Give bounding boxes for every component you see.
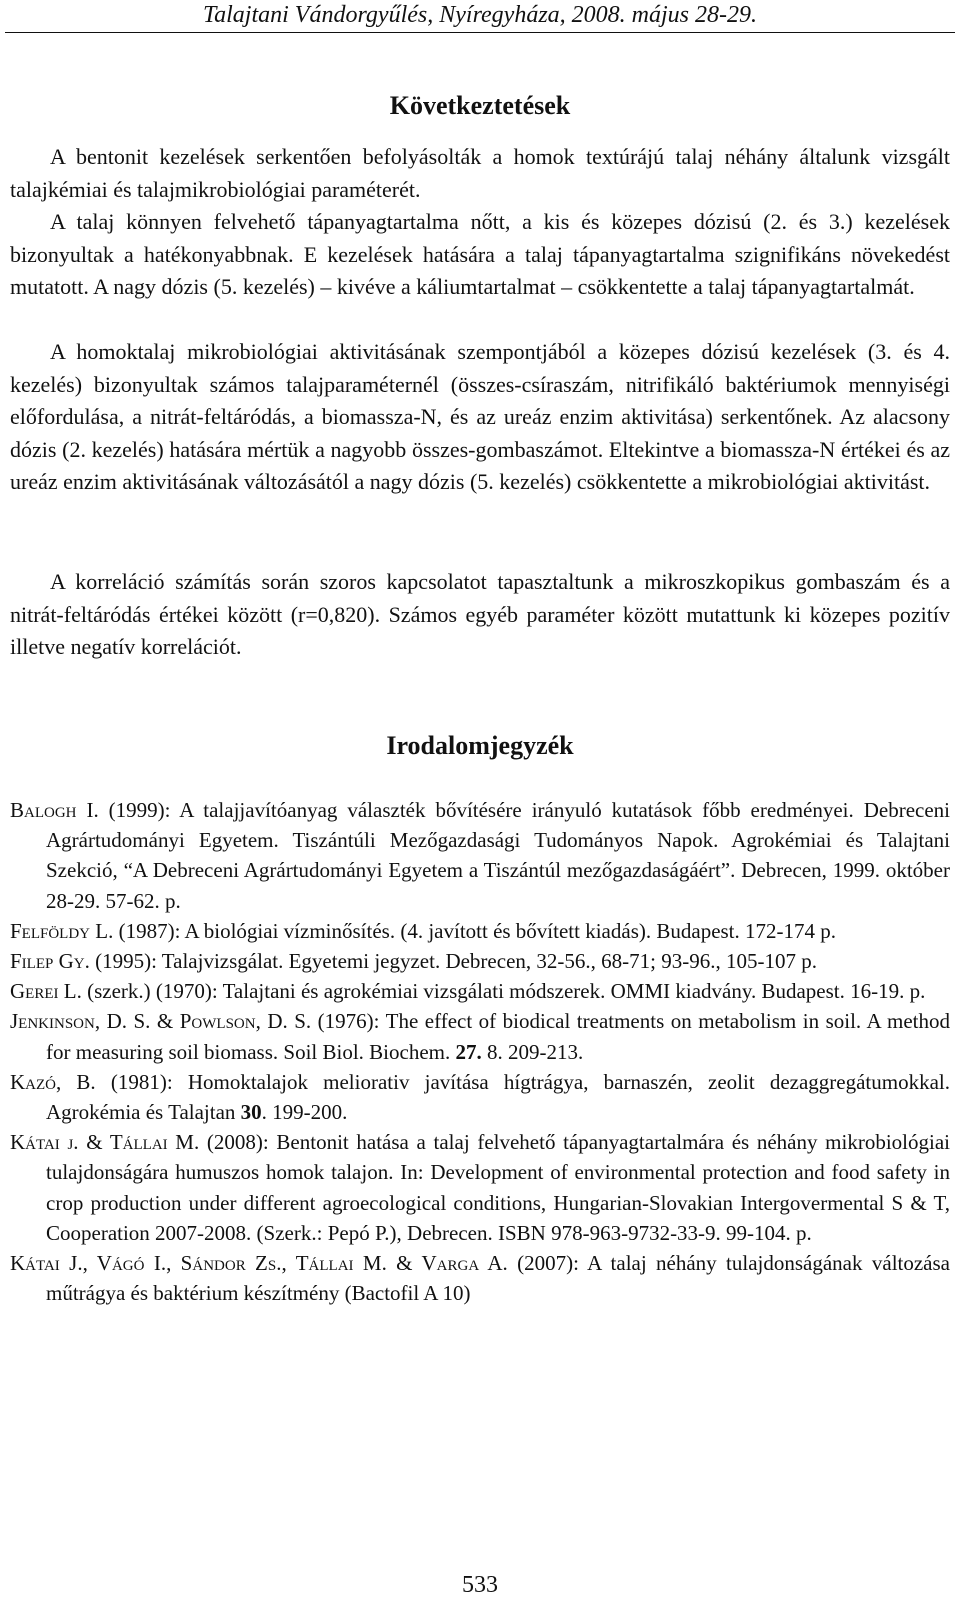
page-number: 533 bbox=[462, 1572, 498, 1598]
reference-text: (1981): Homoktalajok meliorativ javítása hígtrágya, barnaszén, zeolit dezaggregátumokkal. Agrokémia és Talajtan bbox=[46, 1069, 950, 1125]
reference-item bbox=[10, 976, 950, 1006]
reference-volume: 27. bbox=[455, 1039, 482, 1064]
conclusions-paragraph-3: A homoktalaj mikrobiológiai aktivitásának szempontjából a közepes dózisú kezelések (3. és 4. kezelés) bizonyultak számos talajparaméternél (összes-csíraszám, nitrifikáló baktériumok mennyiségi előfordulása, a nitrát-feltáródás, a biomassza-N, és az ureáz enzim aktivitása) serkentőnek. Az alacsony dózis (2. kezelés) hatására mértük a nagyobb összes-gombaszámot. Eltekintve a biomassza-N értékei és az ureáz enzim aktivitásának változásától a nagy dózis (5. kezelés) csökkentette a mikrobiológiai aktivitást. bbox=[10, 339, 950, 494]
reference-authors: Filep Gy. bbox=[10, 949, 90, 974]
conclusions-paragraph-2: A talaj könnyen felvehető tápanyagtartalma nőtt, a kis és közepes dózisú (2. és 3.) kezelések bizonyultak a hatékonyabbnak. E kezelések hatására a talaj tápanyagtartalma szignifikáns növekedést mutatott. A nagy dózis (5. kezelés) – kivéve a káliumtartalmat – csökkentette a talaj tápanyagtartalmát. bbox=[10, 209, 950, 299]
reference-item bbox=[10, 946, 950, 976]
reference-item bbox=[10, 1248, 950, 1308]
reference-tail: . 199-200. bbox=[261, 1100, 348, 1125]
reference-tail: 8. 209-213. bbox=[481, 1039, 584, 1064]
reference-authors: Balogh I. bbox=[10, 798, 99, 822]
conclusions-paragraph-4: A korreláció számítás során szoros kapcsolatot tapasztaltunk a mikroszkopikus gombaszám és a nitrát-feltáródás értékei között (r=0,820). Számos egyéb paraméter között mutattunk ki közepes pozitív illetve negatív korrelációt. bbox=[10, 569, 950, 659]
reference-item bbox=[10, 795, 950, 916]
reference-item bbox=[10, 1006, 950, 1066]
reference-text: (2008): Bentonit hatása a talaj felvehető tápanyagtartalmára és néhány mikrobiológiai tulajdonságára humuszos homok talajon. In: Development of environmental protection and food safety in crop production under different agroecological conditions, Hungarian-Slovakian Intergovermental S & T, Cooperation 2007-2008. (Szerk.: Pepó P.), Debrecen. ISBN 978-963-9732-33-9. 99-104. p. bbox=[46, 1130, 950, 1245]
reference-item bbox=[10, 916, 950, 946]
reference-list bbox=[10, 795, 950, 1308]
reference-text: (2007): A talaj néhány tulajdonságának változása műtrágya és baktérium készítmény (Bactofil A 10) bbox=[46, 1251, 950, 1306]
header-title-rest: Nyíregyháza, 2008. május 28-29. bbox=[433, 2, 757, 28]
conclusions-heading: Következtetések bbox=[389, 91, 571, 120]
reference-text: (szerk.) (1970): Talajtani és agrokémiai vizsgálati módszerek. OMMI kiadvány. Budapest. 16-19. p. bbox=[81, 979, 926, 1004]
reference-text: (1999): A talajjavítóanyag választék bővítésére irányuló kutatások főbb eredményei. Debreceni Agrártudományi Egyetem. Tiszántúli Mezőgazdasági Tudományos Napok. Agrokémiai és Talajtani Szekció, “A Debreceni Agrártudományi Egyetem a Tiszántúl mezőgazdaságáért”. Debrecen, 1999. október 28-29. 57-62. p. bbox=[46, 798, 950, 913]
reference-authors: Kazó, B. bbox=[10, 1069, 96, 1094]
conclusions-paragraph-1: A bentonit kezelések serkentően befolyásolták a homok textúrájú talaj néhány általunk vizsgált talajkémiai és talajmikrobiológiai paraméterét. bbox=[10, 144, 950, 202]
references-heading: Irodalomjegyzék bbox=[386, 731, 574, 760]
reference-text: (1995): Talajvizsgálat. Egyetemi jegyzet. Debrecen, 32-56., 68-71; 93-96., 105-107 p. bbox=[89, 949, 817, 974]
reference-authors: Felföldy L. bbox=[10, 918, 114, 943]
reference-volume: 30 bbox=[240, 1100, 262, 1125]
reference-authors: Gerei L. bbox=[10, 979, 82, 1004]
reference-item bbox=[10, 1127, 950, 1248]
reference-text: (1987): A biológiai vízminősítés. (4. javított és bővített kiadás). Budapest. 172-174 p. bbox=[113, 918, 837, 943]
header-rule bbox=[5, 32, 955, 33]
reference-authors: Kátai j. & Tállai M. bbox=[10, 1130, 200, 1155]
running-header bbox=[0, 0, 960, 30]
header-title-italic: Talajtani Vándorgyűlés, bbox=[202, 2, 434, 28]
reference-authors: Jenkinson, D. S. & Powlson, D. S. bbox=[10, 1009, 312, 1034]
reference-authors: Kátai J., Vágó I., Sándor Zs., Tállai M. & Varga A. bbox=[10, 1251, 508, 1276]
reference-text: (1976): The effect of biodical treatments on metabolism in soil. A method for measuring soil biomass. Soil Biol. Biochem. bbox=[46, 1009, 950, 1064]
reference-item bbox=[10, 1067, 950, 1127]
